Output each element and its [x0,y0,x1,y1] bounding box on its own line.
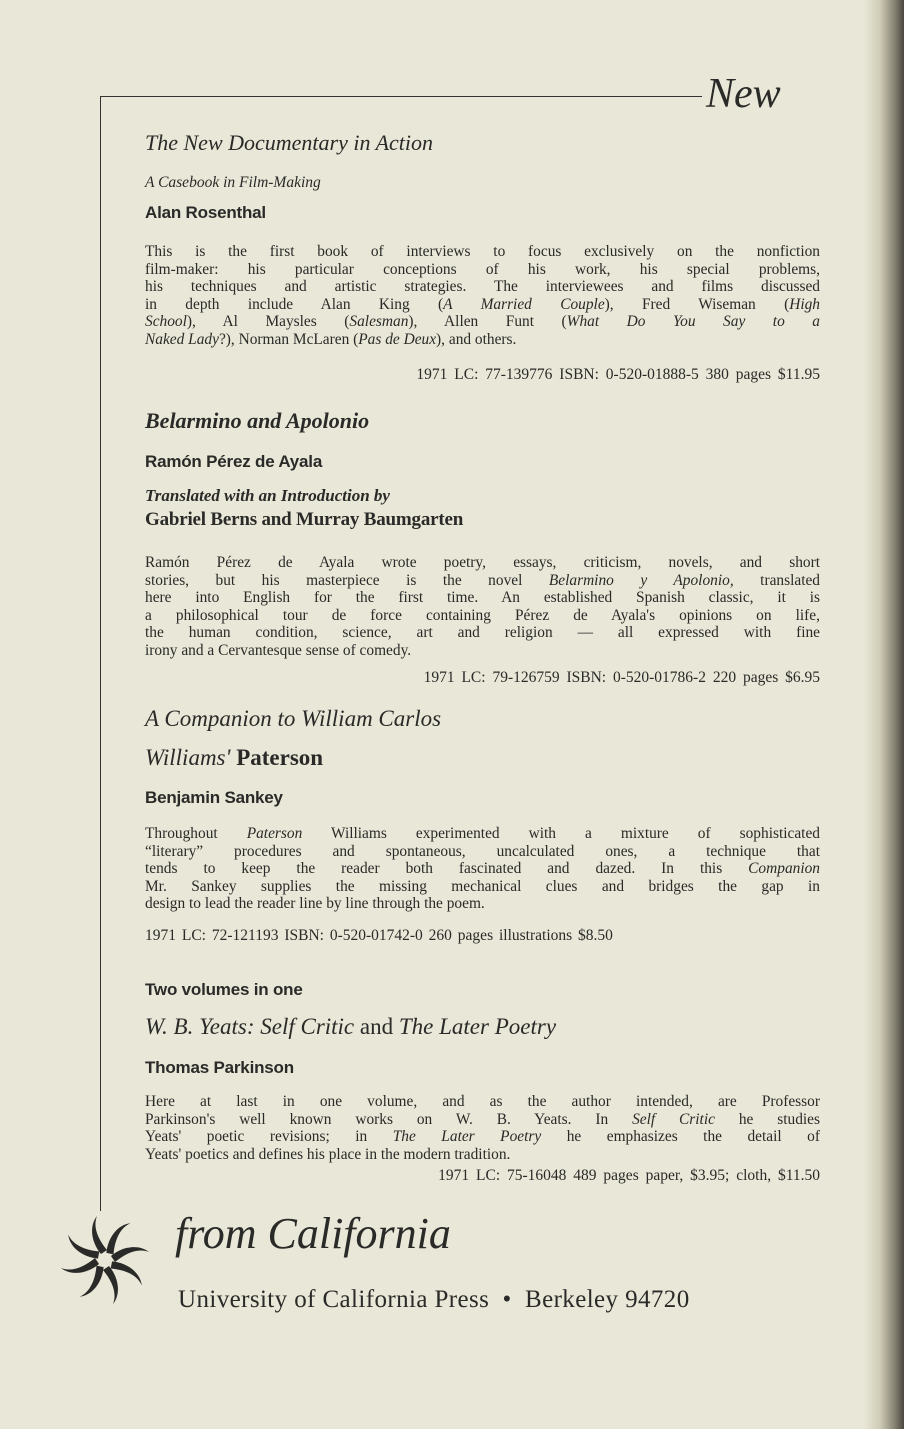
press-address: University of California Press • Berkeley 94720 [178,1286,690,1313]
book-description [145,825,820,913]
text: stories, but his masterpiece is the novel [145,571,549,589]
description-line [145,1128,820,1146]
book-translators: Gabriel Berns and Murray Baumgarten [145,509,464,530]
book-description [145,243,820,348]
book-kicker: Two volumes in one [145,980,303,999]
description-line [145,589,820,607]
italic-text: Companion [748,860,820,877]
frame-top-rule [100,96,702,97]
description-line [145,825,820,843]
description-line [145,624,820,642]
logo-petal [92,1216,107,1254]
book-meta: 1971 LC: 79-126759 ISBN: 0-520-01786-2 220 pages $6.95 [423,669,820,686]
text: translated [733,571,820,589]
book-author: Thomas Parkinson [145,1058,294,1077]
pinwheel-logo-icon [55,1210,155,1310]
description-line [145,843,820,861]
from-california: from California [175,1209,451,1258]
text: ?), Norman McLaren ( [218,330,359,348]
italic-text: Self Critic [632,1110,715,1128]
text: film-maker: his particular conceptions of his work, his special problems, [145,260,820,278]
book-meta: 1971 LC: 77-139776 ISBN: 0-520-01888-5 380 pages $11.95 [416,366,820,383]
logo-petal [61,1258,99,1273]
title-and: and [359,1014,394,1039]
book-subtitle: A Casebook in Film-Making [145,174,321,191]
translated-label: Translated with an Introduction by [145,486,390,505]
text: Yeats' poetic revisions; in [145,1128,393,1145]
book-author: Ramón Pérez de Ayala [145,452,323,471]
italic-text: High [789,295,820,313]
book-author: Alan Rosenthal [145,203,266,222]
title-part-a: W. B. Yeats: Self Critic [145,1014,355,1039]
text: here into English for the first time. An established Spanish classic, it is [145,589,820,606]
description-line [145,278,820,296]
description-line [145,331,820,349]
italic-text: The Later Poetry [392,1128,542,1145]
italic-text: Naked Lady [145,330,219,348]
italic-text: A Married Couple [443,295,605,313]
description-line [145,642,820,660]
text: tends to keep the reader both fascinated and dazed. In this [145,860,749,877]
book-author: Benjamin Sankey [145,788,283,807]
description-line [145,895,820,913]
text: he emphasizes the detail of [541,1128,820,1145]
title-italic: Williams' [145,745,231,770]
book-title: The New Documentary in Action [145,130,433,155]
text: in depth include Alan King ( [145,295,444,313]
book-description [145,1093,820,1163]
description-line [145,607,820,625]
frame-left-rule [100,96,101,1211]
text: ), Fred Wiseman ( [604,295,790,313]
italic-text: Belarmino y Apolonio, [548,571,734,589]
description-line [145,878,820,896]
book-title: Belarmino and Apolonio [145,408,370,433]
text: Throughout [145,825,247,842]
header-new: New [706,71,781,117]
logo-petal [111,1247,149,1262]
description-line [145,243,820,261]
text: Ramón Pérez de Ayala wrote poetry, essays, criticism, novels, and short [145,554,820,571]
description-line [145,860,820,878]
book-description [145,554,820,659]
text: irony and a Cervantesque sense of comedy. [145,641,412,659]
book-title-line2 [145,745,820,771]
logo-petal [103,1266,118,1304]
text: Williams experimented with a mixture of sophisticated [302,825,820,842]
text: This is the first book of interviews to focus exclusively on the nonfiction [145,243,820,260]
description-line [145,572,820,590]
description-line [145,313,820,331]
italic-text: What Do You Say to a [566,313,820,330]
text: ), Al Maysles ( [186,313,350,330]
book-meta: 1971 LC: 72-121193 ISBN: 0-520-01742-0 260 pages illustrations $8.50 [145,927,613,944]
book-title [145,1014,820,1040]
text: Parkinson's well known works on W. B. Yeats. In [145,1110,633,1128]
text: ), Allen Funt ( [408,313,567,330]
italic-text: Pas de Deux [358,330,437,348]
title-bold: Paterson [236,745,324,770]
description-line [145,1146,820,1164]
text: “literary” procedures and spontaneous, uncalculated ones, a technique that [145,842,820,860]
text: a philosophical tour de force containing Pérez de Ayala's opinions on life, [145,606,820,624]
text: design to lead the reader line by line through the poem. [145,895,485,912]
text: ), and others. [436,330,517,348]
italic-text: Paterson [246,825,303,842]
italic-text: School [145,313,187,330]
book-meta: 1971 LC: 75-16048 489 pages paper, $3.95; cloth, $11.50 [438,1167,820,1184]
description-line [145,554,820,572]
text: Yeats' poetics and defines his place in the modern tradition. [145,1145,511,1163]
description-line [145,1093,820,1111]
text: Here at last in one volume, and as the author intended, are Professor [145,1093,820,1110]
italic-text: Salesman [349,313,409,330]
book-title-line1: A Companion to William Carlos [145,706,442,731]
text: he studies [714,1110,820,1128]
text: the human condition, science, art and religion — all expressed with fine [145,624,820,641]
description-line [145,1111,820,1129]
page-edge-shadow [864,0,904,1429]
text: his techniques and artistic strategies. The interviewees and films discussed [145,278,820,295]
description-line [145,261,820,279]
text: Mr. Sankey supplies the missing mechanical clues and bridges the gap in [145,877,820,895]
title-part-b: The Later Poetry [398,1014,557,1039]
description-line [145,296,820,314]
